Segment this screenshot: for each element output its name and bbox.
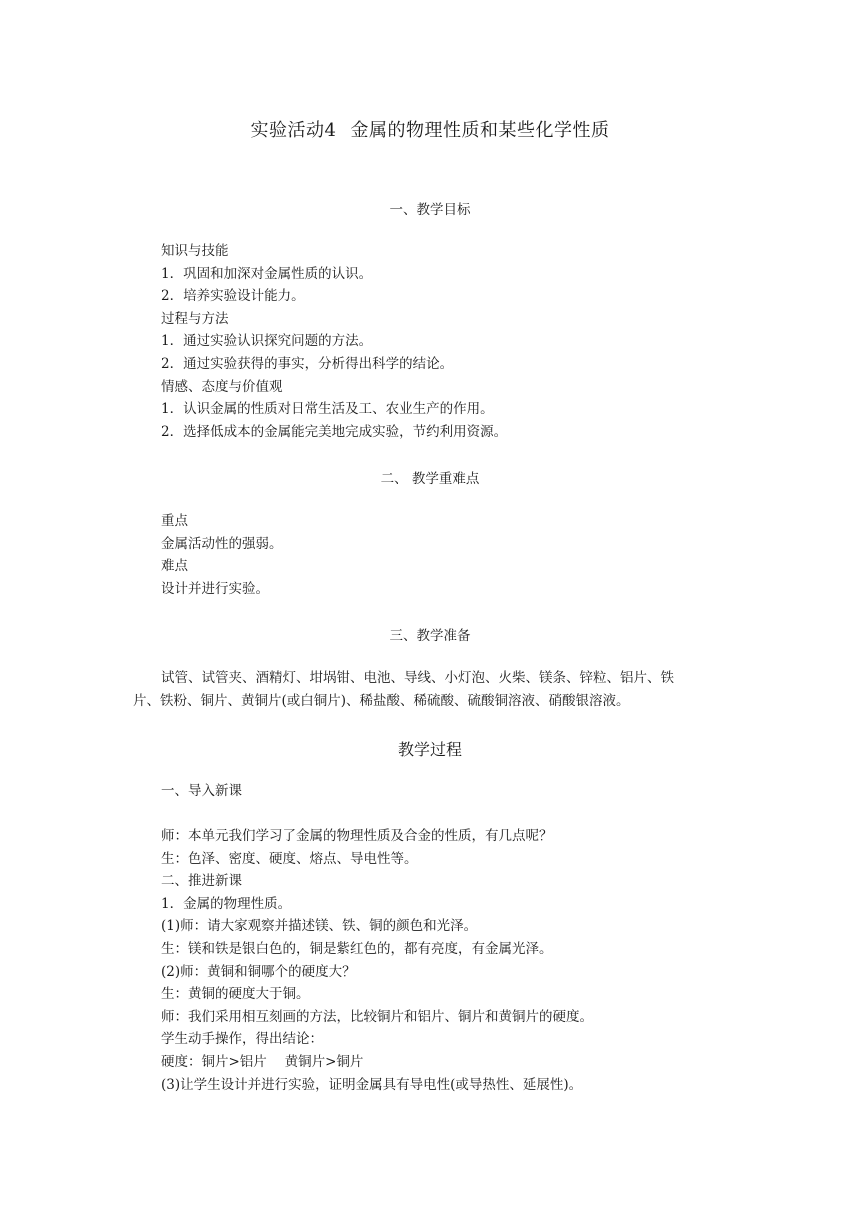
goal-line: 知识与技能 [161, 243, 229, 259]
teaching-process-list [161, 825, 741, 1096]
goal-line: 2．选择低成本的金属能完美地完成实验，节约利用资源。 [161, 423, 508, 440]
document-title [0, 116, 860, 142]
preparation-line: 片、铁粉、铜片、黄铜片(或白铜片)、稀盐酸、稀硫酸、硫酸铜溶液、硝酸银溶液。 [133, 692, 630, 709]
preparation-paragraph [133, 667, 733, 712]
teaching-goals-list [161, 240, 741, 443]
key-point-line: 难点 [161, 558, 188, 575]
process-line: (3)让学生设计并进行实验，证明金属具有导电性(或导热性、延展性)。 [161, 1076, 583, 1093]
process-line: 生：黄铜的硬度大于铜。 [161, 986, 310, 1003]
section-heading-teaching-goals: 一、教学目标 [389, 202, 471, 218]
process-line: (1)师：请大家观察并描述镁、铁、铜的颜色和光泽。 [161, 918, 478, 935]
process-line: 师：本单元我们学习了金属的物理性质及合金的性质，有几点呢？ [161, 828, 553, 844]
process-line: 师：我们采用相互刻画的方法，比较铜片和铝片、铜片和黄铜片的硬度。 [161, 1008, 593, 1025]
key-point-line: 金属活动性的强弱。 [161, 535, 283, 552]
process-intro: 一、导入新课 [161, 783, 242, 799]
title-activity-number: 实验活动4 [250, 120, 337, 141]
goal-line: 1．巩固和加深对金属性质的认识。 [161, 265, 373, 282]
goal-line: 1．认识金属的性质对日常生活及工、农业生产的作用。 [161, 401, 494, 418]
process-line: 硬度：铜片>铝片 黄铜片>铜片 [161, 1053, 364, 1070]
goal-line: 情感、态度与价值观 [161, 378, 283, 395]
process-line: 1．金属的物理性质。 [161, 895, 292, 912]
key-point-line: 重点 [161, 513, 188, 529]
process-line: 学生动手操作，得出结论： [161, 1031, 323, 1048]
title-topic: 金属的物理性质和某些化学性质 [350, 120, 610, 141]
process-line: 生：色泽、密度、硬度、熔点、导电性等。 [161, 850, 418, 867]
goal-line: 过程与方法 [161, 310, 229, 327]
section-heading-preparation: 三、教学准备 [389, 628, 471, 644]
preparation-line: 试管、试管夹、酒精灯、坩埚钳、电池、导线、小灯泡、火柴、镁条、锌粒、铝片、铁 [161, 670, 674, 686]
key-points-list [161, 510, 741, 600]
key-point-line: 设计并进行实验。 [161, 580, 269, 597]
process-line: 二、推进新课 [161, 873, 242, 890]
goal-line: 1．通过实验认识探究问题的方法。 [161, 333, 373, 350]
process-line: 生：镁和铁是银白色的，铜是紫红色的，都有亮度，有金属光泽。 [161, 940, 553, 957]
process-line: (2)师：黄铜和铜哪个的硬度大？ [161, 963, 356, 980]
section-heading-teaching-process: 教学过程 [397, 740, 462, 759]
section-heading-key-points: 二、 教学重难点 [380, 471, 480, 487]
goal-line: 2．培养实验设计能力。 [161, 288, 305, 305]
goal-line: 2．通过实验获得的事实，分析得出科学的结论。 [161, 355, 454, 372]
